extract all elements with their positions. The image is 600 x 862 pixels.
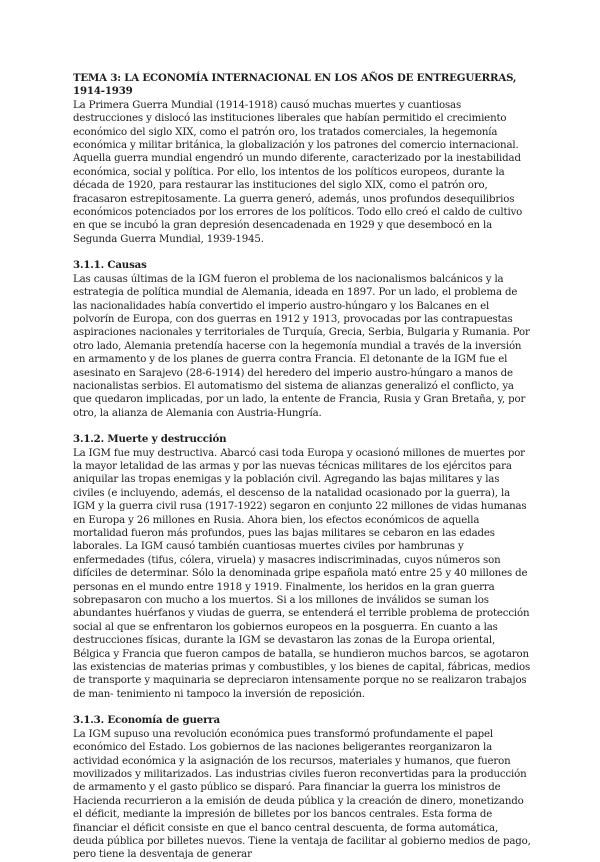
document-title: TEMA 3: LA ECONOMÍA INTERNACIONAL EN LOS AÑOS DE ENTREGUERRAS, 1914-1939 [73,72,517,98]
document-page [73,72,531,862]
section-heading: 3.1.1. Causas [73,259,147,272]
section-muerte-destruccion [73,433,531,701]
section-economia-guerra [73,714,531,861]
section-paragraph: La IGM supuso una revolución económica pues transformó profundamente el papel económico del Estado. Los gobiernos de las naciones beligerantes reorganizaron la actividad económica y la asignación de los recursos, materiales y humanos, que fueron movilizados y militarizados. Las industrias civiles fueron reconvertidas para la producción de armamento y el gasto público se disparó. Para financiar la guerra los ministros de Hacienda recurrieron a la emisión de deuda pública y la creación de dinero, monetizando el déficit, mediante la impresión de billetes por los bancos centrales. Esta forma de financiar el déficit consiste en que el banco central descuenta, de forma automática, deuda pública por billetes nuevos. Tiene la ventaja de facilitar al gobierno medios de pago, pero tiene la desventaja de generar [73,728,531,861]
section-heading: 3.1.3. Economía de guerra [73,714,220,727]
section-causas [73,259,531,420]
intro-paragraph: La Primera Guerra Mundial (1914-1918) causó muchas muertes y cuantiosas destrucciones y dislocó las instituciones liberales que habían permitido el crecimiento económico del siglo XIX, como el patrón oro, los tratados comerciales, la hegemonía económica y militar británica, la globalización y los patrones del comercio internacional. Aquella guerra mundial engendró un mundo diferente, caracterizado por la inestabilidad económica, social y política. Por ello, los intentos de los políticos europeos, durante la década de 1920, para restaurar las instituciones del siglo XIX, como el patrón oro, fracasaron estrepitosamente. La guerra generó, además, unos profundos desequilibrios económicos potenciados por los errores de los políticos. Todo ello creó el caldo de cultivo en que se incubó la gran depresión desencadenada en 1929 y que desembocó en la Segunda Guerra Mundial, 1939-1945. [73,99,523,245]
section-paragraph: Las causas últimas de la IGM fueron el problema de los nacionalismos balcánicos y la estrategia de política mundial de Alemania, ideada en 1897. Por un lado, el problema de las nacionalidades había convertido el imperio austro-húngaro y los Balcanes en el polvorín de Europa, con dos guerras en 1912 y 1913, provocadas por las contrapuestas aspiraciones nacionales y territoriales de Turquía, Grecia, Serbia, Bulgaria y Rumania. Por otro lado, Alemania pretendía hacerse con la hegemonía mundial a través de la inversión en armamento y de los planes de guerra contra Francia. El detonante de la IGM fue el asesinato en Sarajevo (28-6-1914) del heredero del imperio austro-húngaro a manos de nacionalistas serbios. El automatismo del sistema de alianzas generalizó el conflicto, ya que quedaron implicadas, por un lado, la entente de Francia, Rusia y Gran Bretaña, y, por otro, la alianza de Alemania con Austria-Hungría. [73,273,530,419]
section-heading: 3.1.2. Muerte y destrucción [73,433,227,446]
section-paragraph: La IGM fue muy destructiva. Abarcó casi toda Europa y ocasionó millones de muertes por la mayor letalidad de las armas y por las nuevas técnicas militares de los ejércitos para aniquilar las tropas enemigas y la población civil. Agregando las bajas militares y las civiles (e incluyendo, además, el descenso de la natalidad ocasionado por la guerra), la IGM y la guerra civil rusa (1917-1922) segaron en conjunto 22 millones de vidas humanas en Europa y 26 millones en Rusia. Ahora bien, los efectos económicos de aquella mortalidad fueron más profundos, pues las bajas militares se cebaron en las edades laborales. La IGM causó también cuantiosas muertes civiles por hambrunas y enfermedades (tifus, cólera, viruela) y masacres indiscriminadas, cuyos números son difíciles de determinar. Sólo la denominada gripe española mató entre 25 y 40 millones de personas en el mundo entre 1918 y 1919. Finalmente, los heridos en la gran guerra sobrepasaron con mucho a los muertos. Si a los millones de inválidos se suman los abundantes huérfanos y viudas de guerra, se entenderá el terrible problema de protección social al que se enfrentaron los gobiernos europeos en la posguerra. En cuanto a las destrucciones físicas, durante la IGM se devastaron las zonas de la Europa oriental, Bélgica y Francia que fueron campos de batalla, se hundieron muchos barcos, se agotaron las existencias de materias primas y combustibles, y los bienes de capital, fábricas, medios de transporte y maquinaria se depreciaron intensamente porque no se realizaron trabajos de man- tenimiento ni tampoco la inversión de reposición. [73,447,531,700]
